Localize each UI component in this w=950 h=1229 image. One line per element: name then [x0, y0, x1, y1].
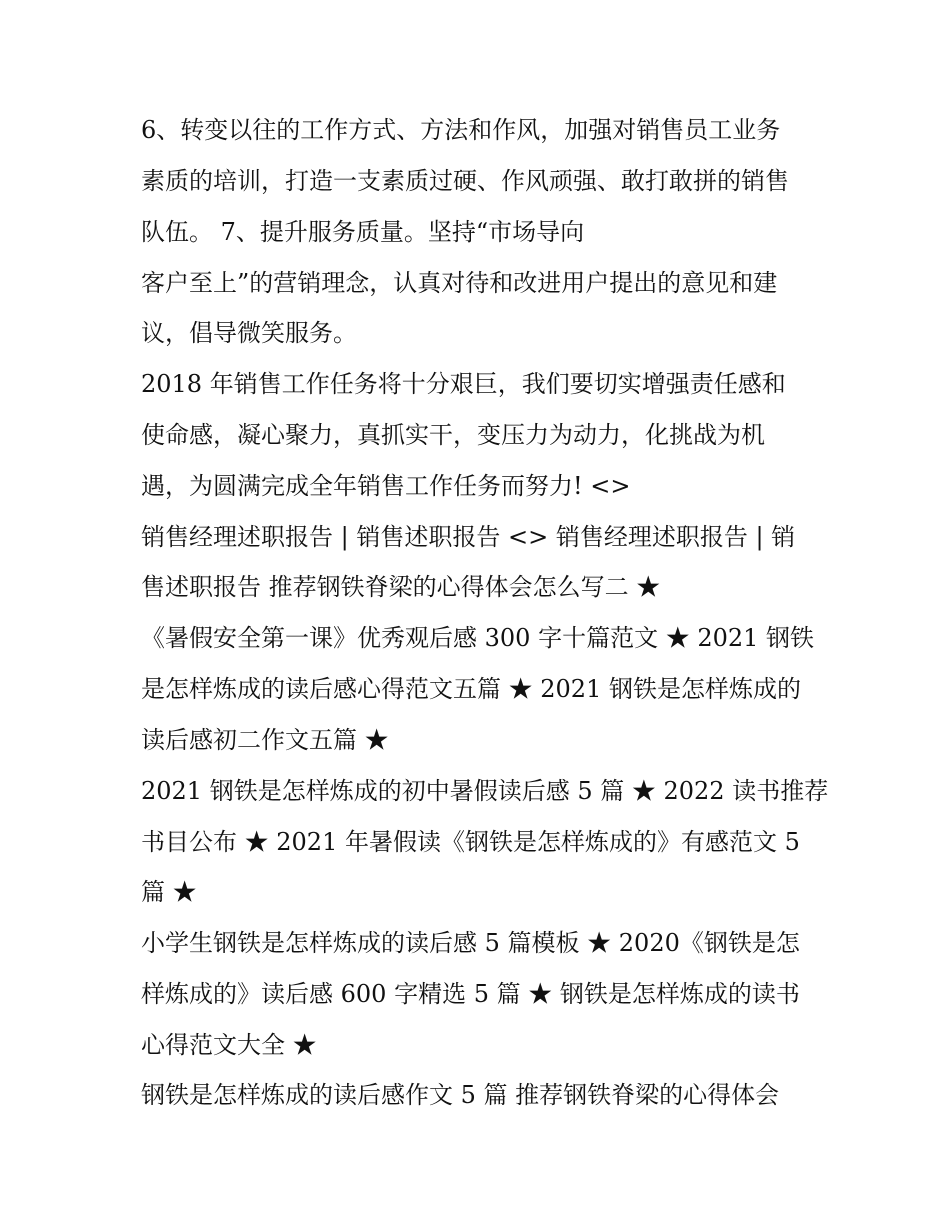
- text-line: 队伍。 7、提升服务质量。坚持“市场导向: [141, 218, 585, 246]
- text-line: 书目公布 ★ 2021 年暑假读《钢铁是怎样炼成的》有感范文 5: [141, 828, 800, 856]
- text-line: 销售经理述职报告 | 销售述职报告 <> 销售经理述职报告 | 销: [141, 523, 796, 551]
- text-line: 钢铁是怎样炼成的读后感作文 5 篇 推荐钢铁脊梁的心得体会: [141, 1081, 780, 1109]
- text-line: 心得范文大全 ★: [141, 1031, 317, 1059]
- text-line: 6、转变以往的工作方式、方法和作风，加强对销售员工业务: [141, 116, 781, 144]
- text-line: 篇 ★: [141, 878, 197, 906]
- text-line: 读后感初二作文五篇 ★: [141, 726, 389, 754]
- text-line: 素质的培训，打造一支素质过硬、作风顽强、敢打敢拼的销售: [141, 167, 789, 195]
- text-line: 使命感，凝心聚力，真抓实干，变压力为动力，化挑战为机: [141, 421, 765, 449]
- text-line: 遇，为圆满完成全年销售工作任务而努力! <>: [141, 472, 631, 500]
- text-line: 小学生钢铁是怎样炼成的读后感 5 篇模板 ★ 2020《钢铁是怎: [141, 929, 800, 957]
- text-line: 客户至上”的营销理念，认真对待和改进用户提出的意见和建: [141, 269, 778, 297]
- text-line: 议，倡导微笑服务。: [141, 319, 357, 347]
- text-line: 样炼成的》读后感 600 字精选 5 篇 ★ 钢铁是怎样炼成的读书: [141, 980, 800, 1008]
- text-line: 是怎样炼成的读后感心得范文五篇 ★ 2021 钢铁是怎样炼成的: [141, 675, 801, 703]
- text-line: 《暑假安全第一课》优秀观后感 300 字十篇范文 ★ 2021 钢铁: [141, 624, 815, 652]
- text-line: 2018 年销售工作任务将十分艰巨，我们要切实增强责任感和: [141, 370, 786, 398]
- text-line: 售述职报告 推荐钢铁脊梁的心得体会怎么写二 ★: [141, 573, 661, 601]
- text-line: 2021 钢铁是怎样炼成的初中暑假读后感 5 篇 ★ 2022 读书推荐: [141, 777, 829, 805]
